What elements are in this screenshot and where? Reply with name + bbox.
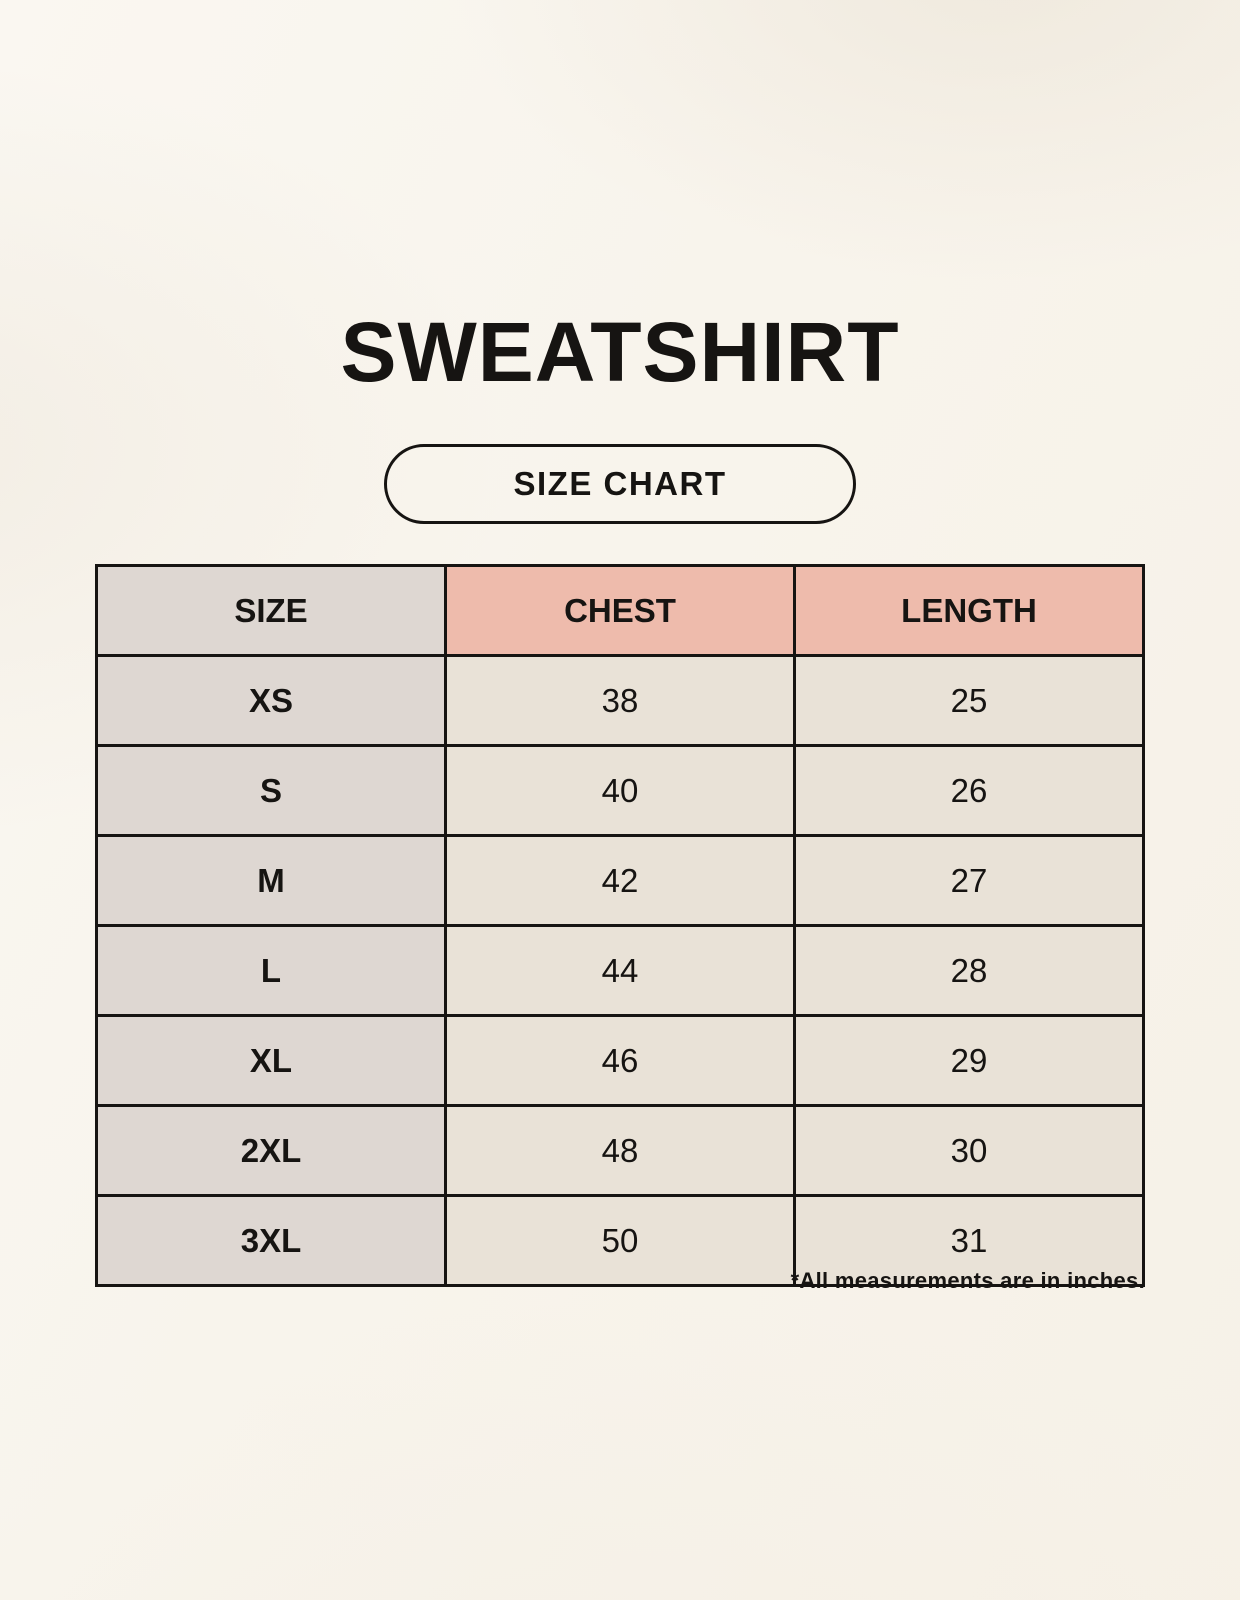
chest-value-cell: 40	[446, 746, 795, 836]
size-label-cell: S	[97, 746, 446, 836]
size-label-cell: XS	[97, 656, 446, 746]
table-row	[97, 1016, 1144, 1106]
length-value-cell: 26	[795, 746, 1144, 836]
length-value-cell: 25	[795, 656, 1144, 746]
size-chart-button-label: SIZE CHART	[513, 465, 727, 502]
chest-value-cell: 46	[446, 1016, 795, 1106]
size-label-cell: XL	[97, 1016, 446, 1106]
size-label-cell: M	[97, 836, 446, 926]
table-row	[97, 836, 1144, 926]
length-value-cell: 29	[795, 1016, 1144, 1106]
table-header-row	[97, 566, 1144, 656]
size-table	[95, 564, 1145, 1287]
size-chart-button[interactable]	[384, 444, 856, 524]
chest-value-cell: 50	[446, 1196, 795, 1286]
chest-value-cell: 38	[446, 656, 795, 746]
measurements-footnote: *All measurements are in inches.	[790, 1268, 1145, 1293]
length-value-cell: 27	[795, 836, 1144, 926]
table-row	[97, 746, 1144, 836]
chest-value-cell: 42	[446, 836, 795, 926]
column-header-chest: CHEST	[446, 566, 795, 656]
page-title: SWEATSHIRT	[340, 305, 900, 399]
table-row	[97, 1106, 1144, 1196]
chest-value-cell: 44	[446, 926, 795, 1016]
length-value-cell: 28	[795, 926, 1144, 1016]
size-label-cell: 2XL	[97, 1106, 446, 1196]
chest-value-cell: 48	[446, 1106, 795, 1196]
length-value-cell: 30	[795, 1106, 1144, 1196]
table-row	[97, 926, 1144, 1016]
size-label-cell: L	[97, 926, 446, 1016]
column-header-length: LENGTH	[795, 566, 1144, 656]
size-table-container	[95, 564, 1145, 1287]
size-label-cell: 3XL	[97, 1196, 446, 1286]
table-row	[97, 656, 1144, 746]
length-value-cell: 31	[795, 1196, 1144, 1286]
column-header-size: SIZE	[97, 566, 446, 656]
